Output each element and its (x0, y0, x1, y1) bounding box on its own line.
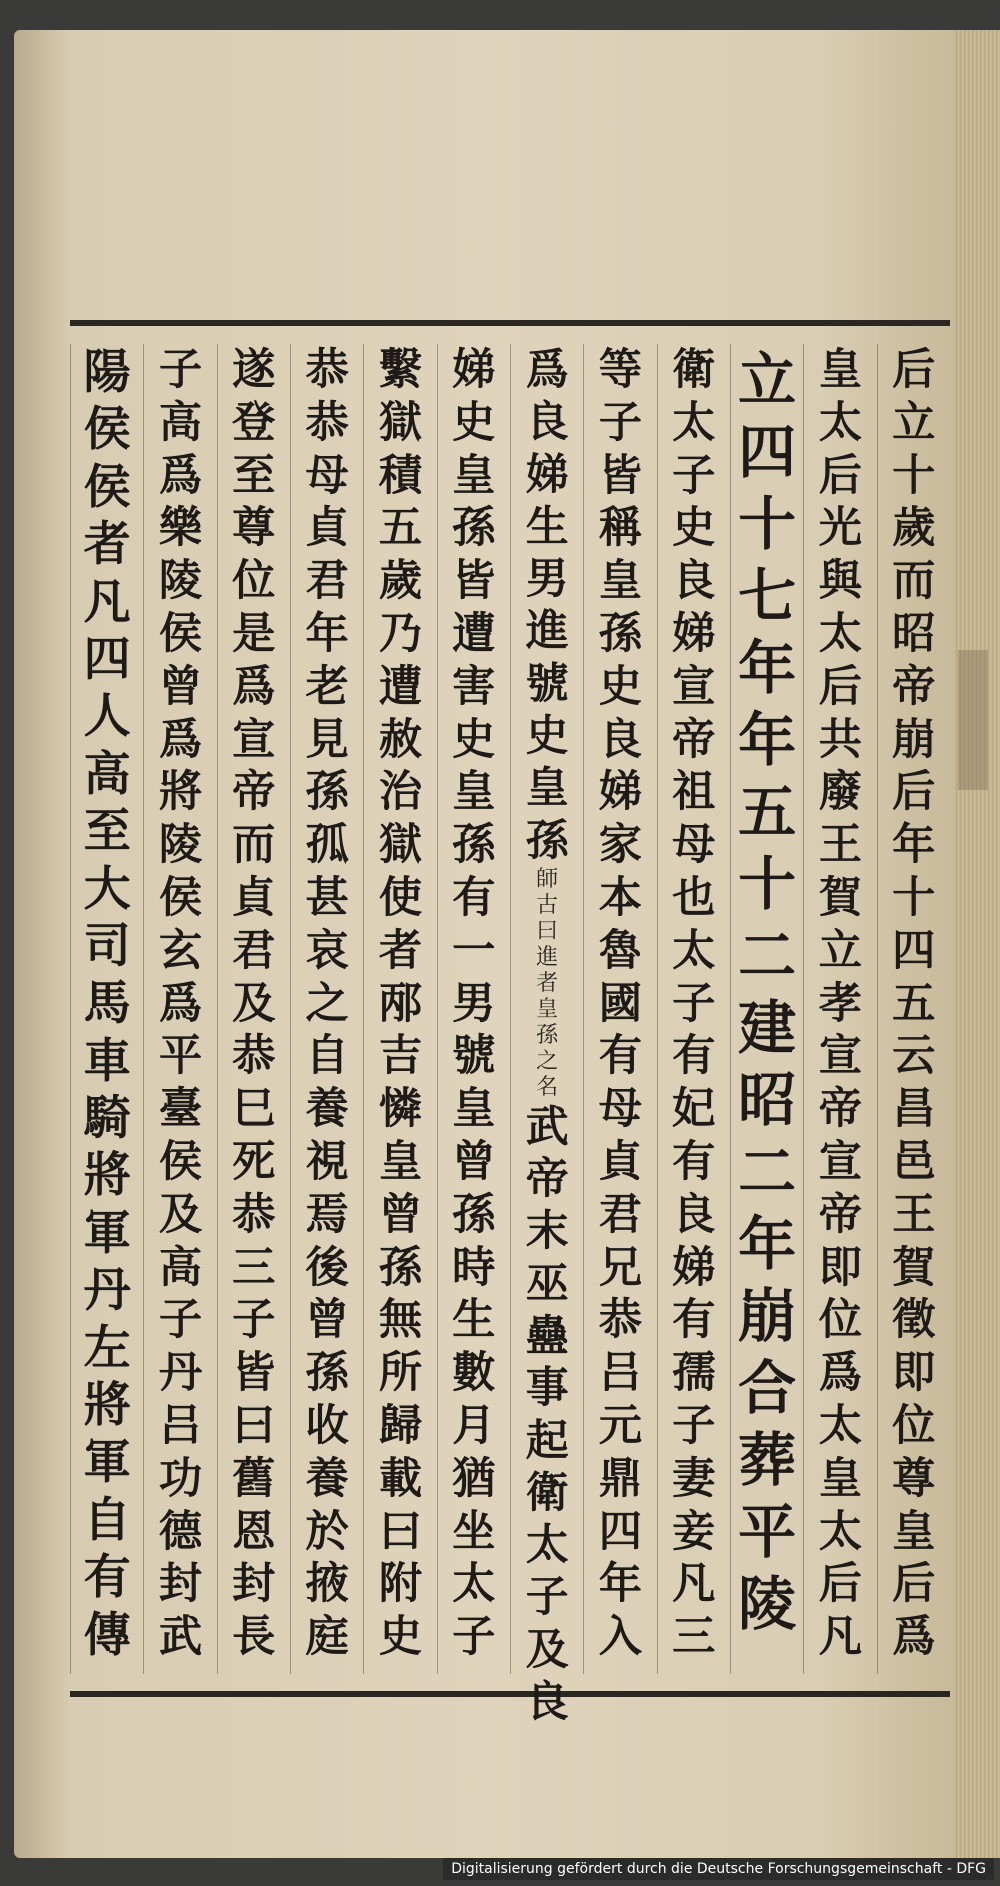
page-edges (955, 30, 1000, 1858)
column-text: 娣史皇孫皆遭害史皇孫有一男號皇曾孫時生數月猶坐太子 (452, 344, 496, 1663)
column-text: 衛太子史良娣宣帝祖母也太子有妃有良娣有孺子妻妾凡三 (672, 344, 716, 1663)
text-columns (70, 344, 950, 1727)
text-column (290, 344, 363, 1674)
column-text: 繫獄積五歲乃遭赦治獄使者邴吉憐皇曾孫無所歸載曰附史 (378, 344, 423, 1663)
column-annotation: 師古曰進者皇孫之名 (536, 866, 559, 1100)
column-text: 等子皆稱皇孫史良娣家本魯國有母貞君兄恭吕元鼎四年入 (598, 344, 643, 1663)
text-column (363, 344, 436, 1674)
column-text: 陽侯侯者凡四人高至大司馬車騎將軍丹左將軍自有傳 (83, 345, 131, 1663)
column-text: 后立十歲而昭帝崩后年十四五云昌邑王賀徵即位尊皇后爲 (892, 344, 936, 1663)
text-column (730, 344, 803, 1674)
text-column (437, 344, 510, 1674)
text-column (217, 344, 290, 1674)
column-text: 子高爲樂陵侯曾爲將陵侯玄爲平臺侯及高子丹吕功德封武 (158, 344, 203, 1663)
page-tab-marker (958, 650, 988, 790)
column-text: 皇太后光與太后共廢王賀立孝宣帝宣帝即位爲太皇太后凡 (818, 344, 863, 1663)
text-column (657, 344, 730, 1674)
column-text: 遂登至尊位是爲宣帝而貞君及恭巳死恭三子皆曰舊恩封長 (232, 344, 276, 1663)
text-column (877, 344, 950, 1674)
text-block (70, 320, 950, 1727)
column-text-tail: 武帝末巫蠱事起衛太子及良 (525, 1101, 569, 1727)
text-column (583, 344, 656, 1674)
text-column (510, 344, 583, 1727)
column-text: 爲良娣生男進號史皇孫 (525, 345, 569, 866)
column-text: 立四十七年年五十二建昭二年崩合葬平陵 (738, 346, 797, 1638)
text-column (803, 344, 876, 1674)
digitization-credit: Digitalisierung gefördert durch die Deutsche Forschungsgemeinschaft - DFG (443, 1858, 994, 1880)
column-text: 恭恭母貞君年老見孫孤甚哀之自養視焉後曾孫收養於掖庭 (305, 344, 349, 1663)
text-column (143, 344, 216, 1674)
text-column (70, 344, 143, 1674)
